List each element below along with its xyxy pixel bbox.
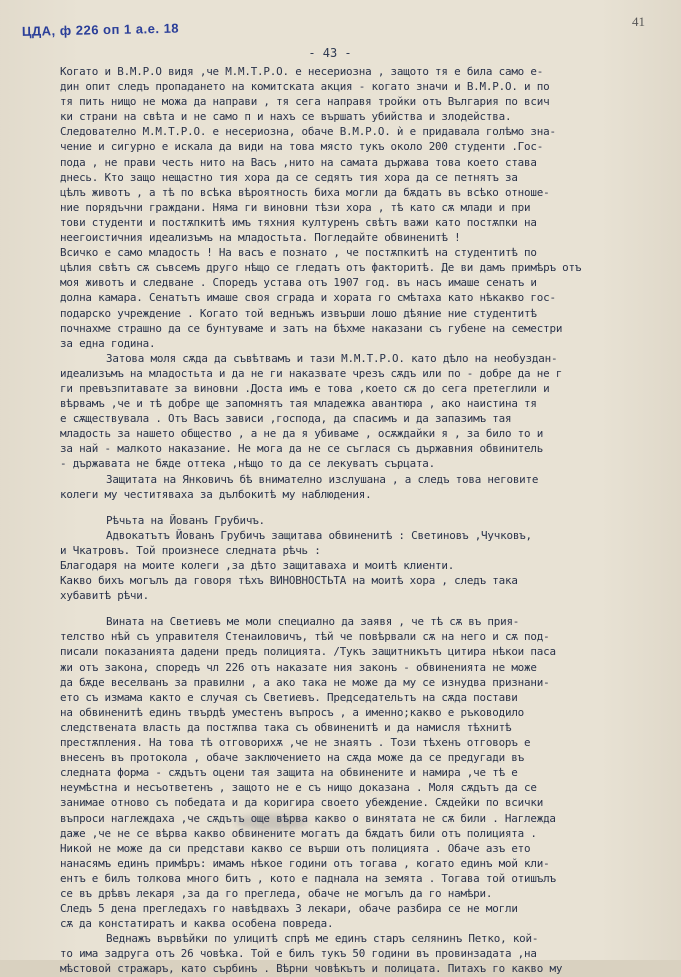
- text-line: Когато и В.М.Р.О видя ,че М.М.Т.Р.О. е несериозна , защото тя е била само е-: [60, 65, 544, 78]
- text-line: Адвокатътъ Йованъ Грубичъ защитава обвиненитѣ : Светиновъ ,Чучковъ,: [106, 528, 532, 542]
- text-line: Защитата на Янковичъ бѣ внимателно изслушана , а следъ това неговите: [106, 472, 539, 486]
- text-line: Следъ 5 дена прегледахъ го навѣдвахъ 3 лекари, обаче разбира се не могли: [60, 902, 518, 916]
- text-line: Никой не може да си представи какво се върши отъ полицията . Обаче азъ ето: [60, 841, 531, 855]
- text-line: Затова моля сѫда да съвѣтвамъ и тази М.М.Т.Р.О. като дѣло на необуздан-: [106, 351, 558, 365]
- text-line: тови студенти и постѫпкитѣ имъ тяхния културенъ свѣтъ важи като постѫпки на: [60, 215, 537, 229]
- text-line: мѣстовой стражаръ, като сърбинъ . Вѣрни човѣкътъ и полицата. Питахъ го какво му: [60, 962, 563, 976]
- text-line: Следователно М.М.Т.Р.О. е несериозна, обаче В.М.Р.О. ѝ е придавала голѣмо зна-: [60, 125, 556, 139]
- paragraph: [60, 351, 672, 472]
- text-line: Вината на Светиевъ ме моли специално да заявя , че тѣ сѫ въ прия-: [106, 615, 520, 629]
- text-line: ние порядъчни граждани. Няма ги виновни тѣзи хора , тѣ като сѫ млади и при: [60, 200, 531, 214]
- text-line: хубавитѣ рѣчи.: [60, 589, 149, 603]
- document-body: [60, 64, 672, 976]
- text-line: неегоистичния идеализъмъ на младостьта. Погледайте обвиненитѣ !: [60, 231, 461, 245]
- text-line: дин опит следъ пропадането на комитската акция - когато значи и В.М.Р.О. и по: [60, 80, 550, 94]
- text-line: долна камара. Сенатътъ имаше своя сграда и хората го смѣтаха като нѣкакво гос-: [60, 291, 556, 305]
- text-line: пода , не прави честь нито на Васъ ,нито на самата държава това което става: [60, 155, 537, 169]
- text-line: за най - малкото наказание. Не мога да не се съглася съ държавния обвинитель: [60, 442, 544, 456]
- paragraph: [60, 64, 672, 351]
- text-line: днесь. Кто защо нещастно тия хора да се седятъ тия хора да се петнятъ за: [60, 170, 518, 184]
- text-line: Всичко е само младость ! На васъ е познато , че постѫпкитѣ на студентитѣ по: [60, 246, 537, 260]
- text-line: е сѫществувала . Отъ Васъ зависи ,господа, да спасимъ и да запазимъ тая: [60, 412, 512, 426]
- text-line: писали показанията дадени предъ полицията. /Тукъ защитникътъ цитира нѣкои паса: [60, 645, 556, 659]
- text-line: даже ,че не се вѣрва какво обвинените могатъ да бѫдатъ били отъ полицията .: [60, 826, 537, 840]
- text-line: следната форма - сѫдътъ оцени тая защита на обвинените и намира ,че тѣ е: [60, 766, 518, 780]
- page-number: - 43 -: [308, 46, 352, 60]
- text-line: колеги му честитяваха за дълбокитѣ му наблюдения.: [60, 487, 372, 501]
- text-line: ентъ е билъ толкова много битъ , кото е паднала на земята . Тогава той отишълъ: [60, 871, 556, 885]
- text-line: жи отъ закона, споредъ чл 226 отъ наказате ния законъ - обвиненията не може: [60, 660, 537, 674]
- folio-number: 41: [632, 14, 645, 29]
- paragraph: [60, 472, 672, 502]
- text-line: цѣлъ животъ , а тѣ по всѣка вѣроятность биха могли да бѫдатъ въ всѣко отноше-: [60, 185, 550, 199]
- paragraph: [60, 513, 672, 528]
- text-line: следствената власть да постѫпва така съ обвиненитѣ и да намисля тѣхнитѣ: [60, 720, 512, 734]
- text-line: ки страни на свѣта и не само п и нахъ се вършатъ убийства и злодейства.: [60, 110, 512, 124]
- text-line: нанасямъ единъ примѣръ: имамъ нѣкое години отъ тогава , когато единъ мой кли-: [60, 856, 550, 870]
- text-line: въпроси наглеждаха ,че сѫдътъ още вѣрва какво о винятата не сѫ били . Наглежда: [60, 811, 556, 825]
- text-line: подарско учреждение . Когато той веднъжъ извърши лошо дѣяние ние студентитѣ: [60, 306, 537, 320]
- text-line: почнахме страшно да се бунтуваме и затъ на бѣхме наказани съ губене на семестри: [60, 321, 563, 335]
- paragraph: [60, 614, 672, 931]
- text-line: ги превъзпитавате за виновни .Доста имъ е това ,което сѫ до сега претеглили и: [60, 381, 550, 395]
- text-line: Какво бихъ могълъ да говоря тѣхъ ВИНОВНОСТЬТА на моитѣ хора , следъ така: [60, 574, 518, 588]
- text-line: вѣрвамъ ,че и тѣ добре ще запомнятъ тая младежка авантюра , ако наистина тя: [60, 397, 537, 411]
- text-line: телство нѣй съ управителя Стенаиловичъ, тѣй че повѣрвали сѫ на него и сѫ под-: [60, 630, 550, 644]
- text-line: тя пить нищо не можа да направи , тя сега направя тройки отъ Вългария по всич: [60, 95, 550, 109]
- text-line: моя животъ и следване . Споредъ устава отъ 1907 год. въ насъ имаше сенатъ и: [60, 276, 537, 290]
- text-line: се въ дрѣвъ лекаря ,за да го прегледа, обаче не могълъ да го намѣри.: [60, 886, 493, 900]
- text-line: то има задруга отъ 26 човѣка. Той е билъ тукъ 50 години въ провинзадата ,на: [60, 947, 537, 961]
- text-line: Веднажъ вървѣйки по улицитѣ спрѣ ме единъ старъ селянинъ Петко, кой-: [106, 932, 539, 946]
- text-line: за една година.: [60, 336, 156, 350]
- paragraph: [60, 528, 672, 603]
- text-line: внесенъ въ протокола , обаче заключението на сѫда може да се предугади въ: [60, 751, 525, 765]
- archive-stamp: ЦДА, ф 226 оп 1 а.е. 18: [21, 20, 180, 39]
- text-line: престѫпления. На това тѣ отговорихѫ ,че не знаятъ . Този тѣхенъ отговоръ е: [60, 736, 531, 750]
- text-line: занимае отново съ победата и да коригира своето убеждение. Сѫдейки по всички: [60, 796, 544, 810]
- paragraph: [60, 931, 672, 976]
- text-line: младость за нашето общество , а не да я убиваме , осѫждайки я , за било то и: [60, 427, 544, 441]
- text-line: цѣлия свѣтъ сѫ съвсемъ друго нѣщо се гледатъ отъ факторитѣ. Де ви дамъ примѣръ отъ: [60, 261, 582, 275]
- text-line: чение и сигурно е искала да види на това място тукъ около 200 студенти .Гос-: [60, 140, 544, 154]
- text-line: - държавата не бѫде оттека ,нѣщо то да се лекуватъ сърцата.: [60, 457, 436, 471]
- text-line: идеализъмъ на младостьта и да не ги наказвате чрезъ сѫдъ или по - добре да не г: [60, 366, 563, 380]
- text-line: и Чкатровъ. Той произнесе следната рѣчь :: [60, 543, 321, 557]
- text-line: неумѣстна и несъответенъ , защото не е съ нищо доказана . Моля сѫдътъ да се: [60, 781, 537, 795]
- text-line: Благодаря на моите колеги ,за дѣто защитаваха и моитѣ клиенти.: [60, 559, 455, 572]
- text-line: сѫ да констатиратъ и каква особена повреда.: [60, 917, 334, 931]
- text-line: ето съ измама както е случая съ Светиевъ. Председательтъ на сѫда постави: [60, 690, 518, 704]
- text-line: да бѫде веселванъ за правилни , а ако така не може да му се изнудва признани-: [60, 675, 550, 689]
- text-line: Рѣчьта на Йованъ Грубичъ.: [106, 513, 265, 527]
- text-line: на обвиненитѣ единъ твърдѣ уместенъ въпросъ , а именно;какво е ръководило: [60, 705, 525, 719]
